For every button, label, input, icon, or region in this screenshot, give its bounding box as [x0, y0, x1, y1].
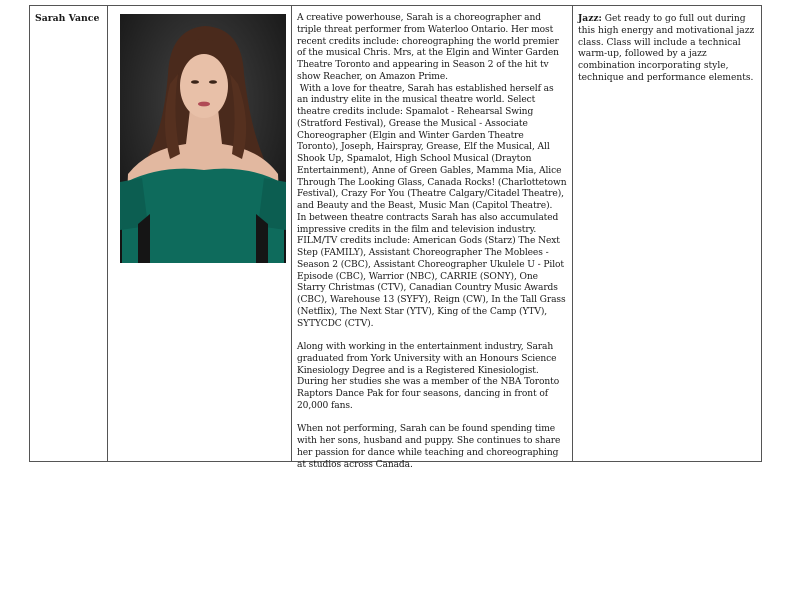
bio-paragraph-1: A creative powerhouse, Sarah is a choreographer and triple threat performer from Waterloo Ontario. Her most recent credits include: choreographing the world premier of the musical Chris. Mrs, at the Elgin and Winter Garden Theatre Toronto and appearing in Season 2 of the hit tv show Reacher, on Amazon Prime. [297, 13, 562, 82]
instructor-name: Sarah Vance [35, 13, 100, 24]
instructor-photo [120, 14, 286, 263]
instructor-table [29, 5, 762, 470]
class-style-label: Jazz: [578, 13, 602, 24]
name-cell [30, 6, 108, 461]
class-cell [573, 6, 761, 461]
spacer [297, 413, 567, 425]
class-description: Get ready to go full out during this high energy and motivational jazz class. Class will include a technical warm-up, followed by a jazz combination incorporating style, technique and performance elements. [578, 14, 758, 83]
spacer [297, 330, 567, 342]
portrait-illustration [120, 14, 286, 263]
bio-paragraph-3: In between theatre contracts Sarah has also accumulated impressive credits in the film and television industry. FILM/TV credits include: American Gods (Starz) The Next Step (FAMILY), Assistant Choreographer The Moblees - Season 2 (CBC), Assistant Choreographer Ukulele U - Pilot Episode (CBC), Warrior (NBC), CARRIE (SONY), One Starry Christmas (CTV), Canadian Country Music Awards (CBC), Warehouse 13 (SYFY), Reign (CW), In the Tall Grass (Netflix), The Next Star (YTV), King of the Camp (YTV), SYTYCDC (CTV). [297, 212, 569, 329]
bio-paragraph-4: Along with working in the entertainment industry, Sarah graduated from York University with an Honours Science Kinesiology Degree and is a Registered Kinesiologist. During her studies she was a member of the NBA Toronto Raptors Dance Pak for four seasons, dancing in front of 20,000 fans. [297, 342, 562, 411]
bio-paragraph-2: With a love for theatre, Sarah has established herself as an industry elite in the musical theatre world. Select theatre credits include: Spamalot - Rehearsal Swing (Stratford Festival), Grease the Musical - Associate Choreographer (Elgin and Winter Garden Theatre Toronto), Joseph, Hairspray, Grease, Elf the Musical, All Shook Up, Spamalot, High School Musical (Drayton Entertainment), Anne of Green Gables, Mamma Mia, Alice Through The Looking Glass, Canada Rocks! (Charlottetown Festival), Crazy For You (Theatre Calgary/Citadel Theatre), and Beauty and the Beast, Music Man (Capitol Theatre). [297, 83, 570, 211]
bio-paragraph-5: When not performing, Sarah can be found spending time with her sons, husband and puppy. She continues to share her passion for dance while teaching and choreographing at studios across Canada. [297, 424, 564, 470]
bio-cell [292, 6, 573, 470]
photo-cell [108, 6, 292, 461]
class-description-block [578, 13, 756, 85]
